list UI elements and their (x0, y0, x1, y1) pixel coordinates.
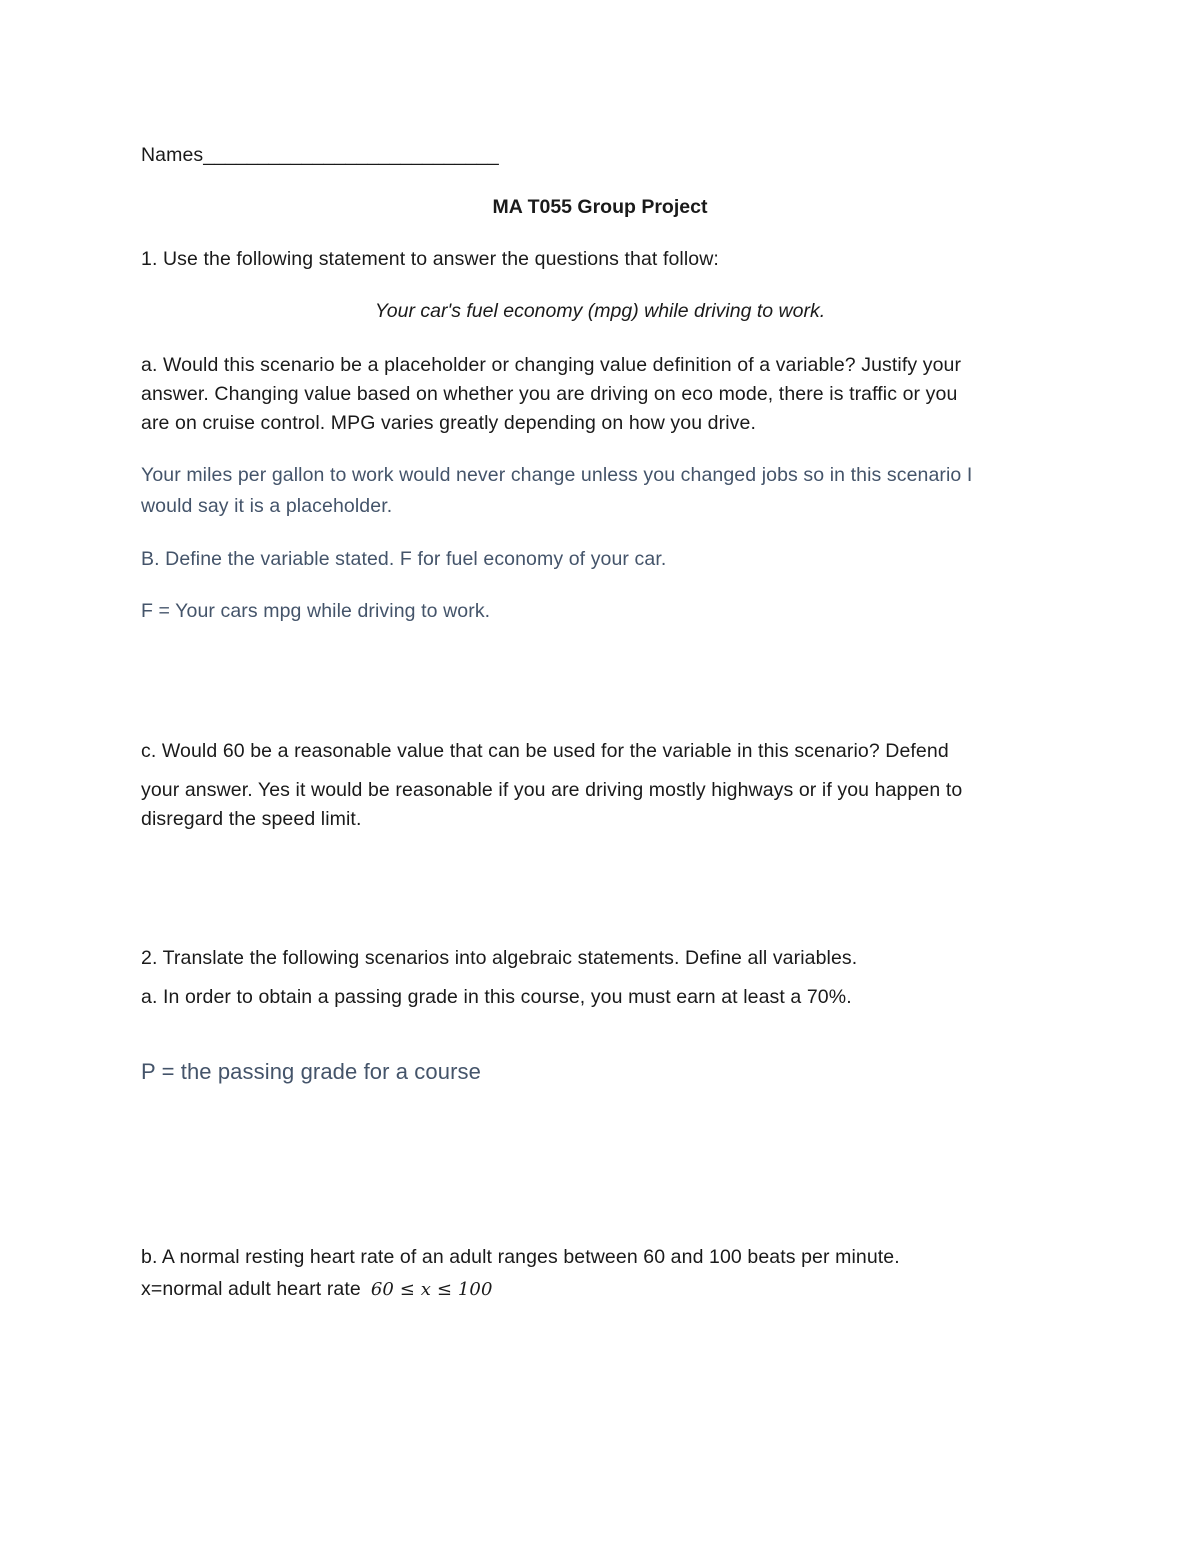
question-2b-answer-text: x=normal adult heart rate (141, 1278, 361, 1300)
names-line: Names___________________________ (141, 144, 499, 166)
question-1-prompt: 1. Use the following statement to answer the questions that follow: (141, 248, 719, 270)
question-1a-line-3: are on cruise control. MPG varies greatly depending on how you drive. (141, 412, 756, 434)
question-2b-answer (141, 1275, 493, 1304)
question-1b-definition: F = Your cars mpg while driving to work. (141, 600, 491, 622)
question-1a-answer-line-1: Your miles per gallon to work would never change unless you changed jobs so in this scenario I (141, 464, 973, 486)
question-2b-inequality: 60 ≤ x ≤ 100 (370, 1279, 493, 1300)
question-2b: b. A normal resting heart rate of an adult ranges between 60 and 100 beats per minute. (141, 1246, 900, 1268)
question-1b-answer: B. Define the variable stated. F for fuel economy of your car. (141, 548, 667, 570)
question-2a: a. In order to obtain a passing grade in this course, you must earn at least a 70%. (141, 986, 852, 1008)
question-1a-answer-line-2: would say it is a placeholder. (141, 495, 393, 517)
question-2-prompt: 2. Translate the following scenarios into algebraic statements. Define all variables. (141, 947, 858, 969)
question-1c-line-2: your answer. Yes it would be reasonable if you are driving mostly highways or if you happen to (141, 779, 963, 801)
question-1a-line-1: a. Would this scenario be a placeholder or changing value definition of a variable? Justify your (141, 354, 962, 376)
question-1c-line-3: disregard the speed limit. (141, 808, 362, 830)
question-2a-answer: P = the passing grade for a course (141, 1059, 481, 1084)
question-1-statement: Your car's fuel economy (mpg) while driving to work. (374, 300, 826, 322)
page-title: MA T055 Group Project (492, 196, 708, 218)
question-1a-line-2: answer. Changing value based on whether you are driving on eco mode, there is traffic or you (141, 383, 958, 405)
question-1c-line-1: c. Would 60 be a reasonable value that can be used for the variable in this scenario? Defend (141, 740, 949, 762)
